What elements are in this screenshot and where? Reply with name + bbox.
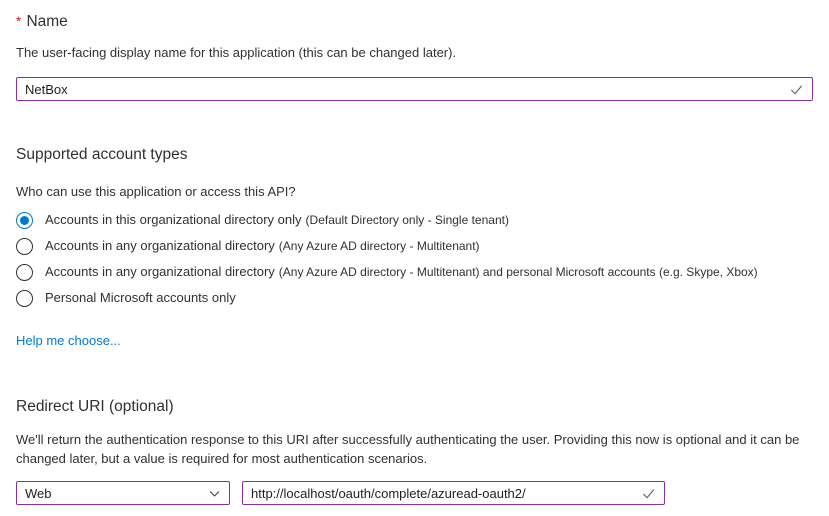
- radio-button-icon[interactable]: [16, 212, 33, 229]
- check-icon: [641, 486, 664, 501]
- supported-account-types-title: Supported account types: [16, 146, 188, 163]
- account-types-question: Who can use this application or access this API?: [16, 184, 296, 199]
- radio-option-detail-text: (Any Azure AD directory - Multitenant): [278, 239, 480, 253]
- account-type-radio-group: [16, 207, 813, 311]
- radio-button-icon[interactable]: [16, 290, 33, 307]
- radio-option-personal-only[interactable]: [16, 285, 813, 311]
- radio-option-multitenant[interactable]: [16, 233, 813, 259]
- name-field-label: [16, 11, 813, 32]
- redirect-uri-input[interactable]: [243, 486, 641, 501]
- radio-option-single-tenant[interactable]: [16, 207, 813, 233]
- radio-option-detail-text: (Default Directory only - Single tenant): [305, 213, 509, 227]
- radio-option-detail-text: (Any Azure AD directory - Multitenant) and personal Microsoft accounts (e.g. Skype, Xbox): [278, 265, 758, 279]
- radio-option-label: [45, 212, 509, 228]
- radio-option-main-text: Accounts in any organizational directory: [45, 264, 275, 279]
- radio-option-label: [45, 264, 758, 280]
- name-field-description: The user-facing display name for this application (this can be changed later).: [16, 45, 457, 60]
- check-icon: [789, 82, 812, 97]
- help-me-choose-link[interactable]: Help me choose...: [16, 333, 121, 348]
- name-input-container: [16, 77, 813, 101]
- radio-option-label: [45, 290, 240, 306]
- radio-option-multitenant-personal[interactable]: [16, 259, 813, 285]
- chevron-down-icon: [208, 487, 221, 500]
- name-input[interactable]: [17, 82, 789, 97]
- platform-select[interactable]: [16, 481, 230, 505]
- radio-option-main-text: Accounts in any organizational directory: [45, 238, 275, 253]
- radio-option-main-text: Accounts in this organizational directory only: [45, 212, 302, 227]
- redirect-uri-description: We'll return the authentication response to this URI after successfully authenticating the user. Providing this now is optional and it can be changed later, but a value is required for most authentication scenarios.: [16, 432, 800, 466]
- radio-button-icon[interactable]: [16, 264, 33, 281]
- radio-button-icon[interactable]: [16, 238, 33, 255]
- required-asterisk: *: [16, 13, 22, 29]
- redirect-uri-input-container: [242, 481, 665, 505]
- redirect-uri-title: Redirect URI (optional): [16, 398, 174, 415]
- name-label-text: Name: [26, 13, 68, 30]
- radio-option-main-text: Personal Microsoft accounts only: [45, 290, 236, 305]
- platform-select-value: Web: [25, 485, 52, 501]
- radio-option-label: [45, 238, 480, 254]
- redirect-uri-row: [16, 481, 813, 505]
